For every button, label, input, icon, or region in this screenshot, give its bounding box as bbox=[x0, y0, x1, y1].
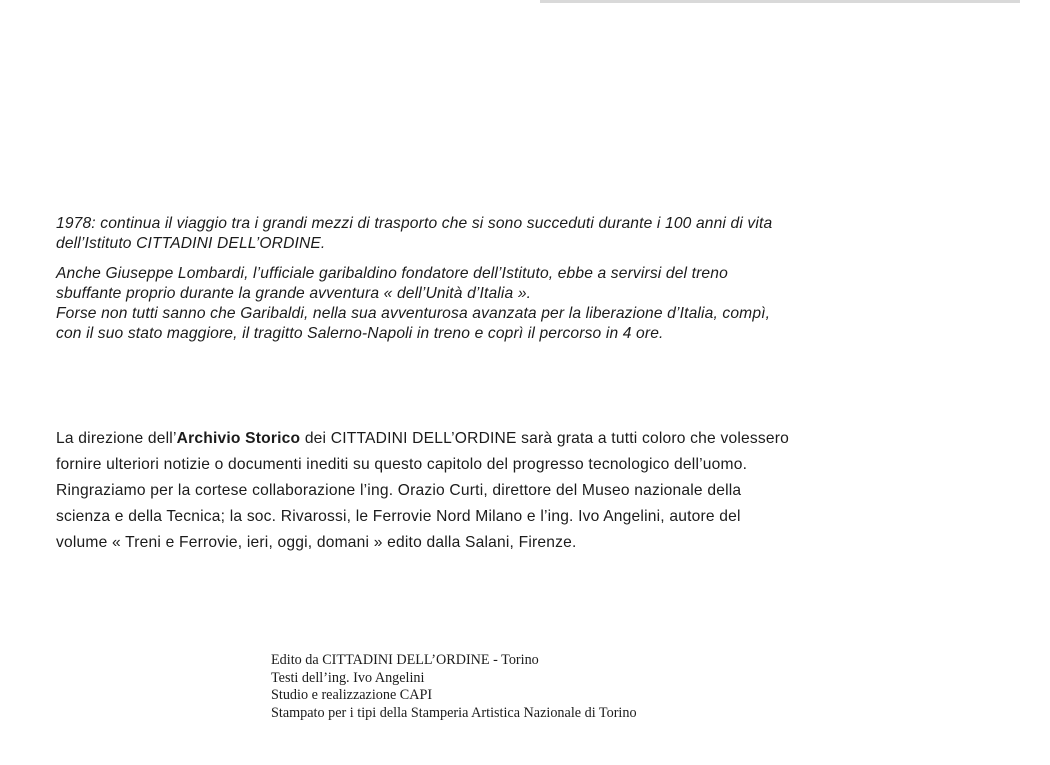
archive-line-5: volume « Treni e Ferrovie, ieri, oggi, domani » edito dalla Salani, Firenze. bbox=[56, 534, 577, 551]
top-edge-strip bbox=[540, 0, 1020, 3]
archive-line-2: fornire ulteriori notizie o documenti inediti su questo capitolo del progresso tecnologico dell’uomo. bbox=[56, 456, 748, 473]
garibaldi-line-1: Forse non tutti sanno che Garibaldi, nella sua avventurosa avanzata per la liberazione d’Italia, compì, bbox=[56, 305, 771, 322]
colophon-studio: Studio e realizzazione CAPI bbox=[271, 687, 433, 703]
history-paragraphs bbox=[56, 264, 1006, 344]
intro-line-2: dell’Istituto CITTADINI DELL’ORDINE. bbox=[56, 235, 326, 252]
lombardi-line-1: Anche Giuseppe Lombardi, l’ufficiale garibaldino fondatore dell’Istituto, ebbe a servirsi del treno bbox=[56, 265, 728, 282]
garibaldi-line-2: con il suo stato maggiore, il tragitto Salerno-Napoli in treno e coprì il percorso in 4 ore. bbox=[56, 325, 664, 342]
archive-paragraph bbox=[56, 426, 1006, 556]
colophon-texts-by: Testi dell’ing. Ivo Angelini bbox=[271, 669, 425, 686]
archive-line-1-rest: dei CITTADINI DELL’ORDINE sarà grata a tutti coloro che volessero bbox=[300, 430, 789, 447]
garibaldi-paragraph bbox=[56, 304, 1006, 344]
lombardi-line-2: sbuffante proprio durante la grande avventura « dell’Unità d’Italia ». bbox=[56, 285, 532, 302]
colophon-printed: Stampato per i tipi della Stamperia Artistica Nazionale di Torino bbox=[271, 704, 637, 721]
archive-name: Archivio Storico bbox=[176, 430, 301, 447]
colophon-edited-by: Edito da CITTADINI DELL’ORDINE - Torino bbox=[271, 652, 539, 668]
archive-prefix: La direzione dell’ bbox=[56, 430, 177, 447]
archive-line-4: scienza e della Tecnica; la soc. Rivarossi, le Ferrovie Nord Milano e l’ing. Ivo Angelini, autore del bbox=[56, 508, 741, 525]
intro-paragraph bbox=[56, 214, 1006, 254]
archive-line-1 bbox=[56, 426, 1006, 452]
archive-line-3: Ringraziamo per la cortese collaborazione l’ing. Orazio Curti, direttore del Museo nazionale della bbox=[56, 482, 742, 499]
intro-line-1: 1978: continua il viaggio tra i grandi mezzi di trasporto che si sono succeduti durante i 100 anni di vita bbox=[56, 215, 773, 232]
lombardi-paragraph bbox=[56, 264, 1006, 304]
colophon bbox=[271, 652, 637, 722]
